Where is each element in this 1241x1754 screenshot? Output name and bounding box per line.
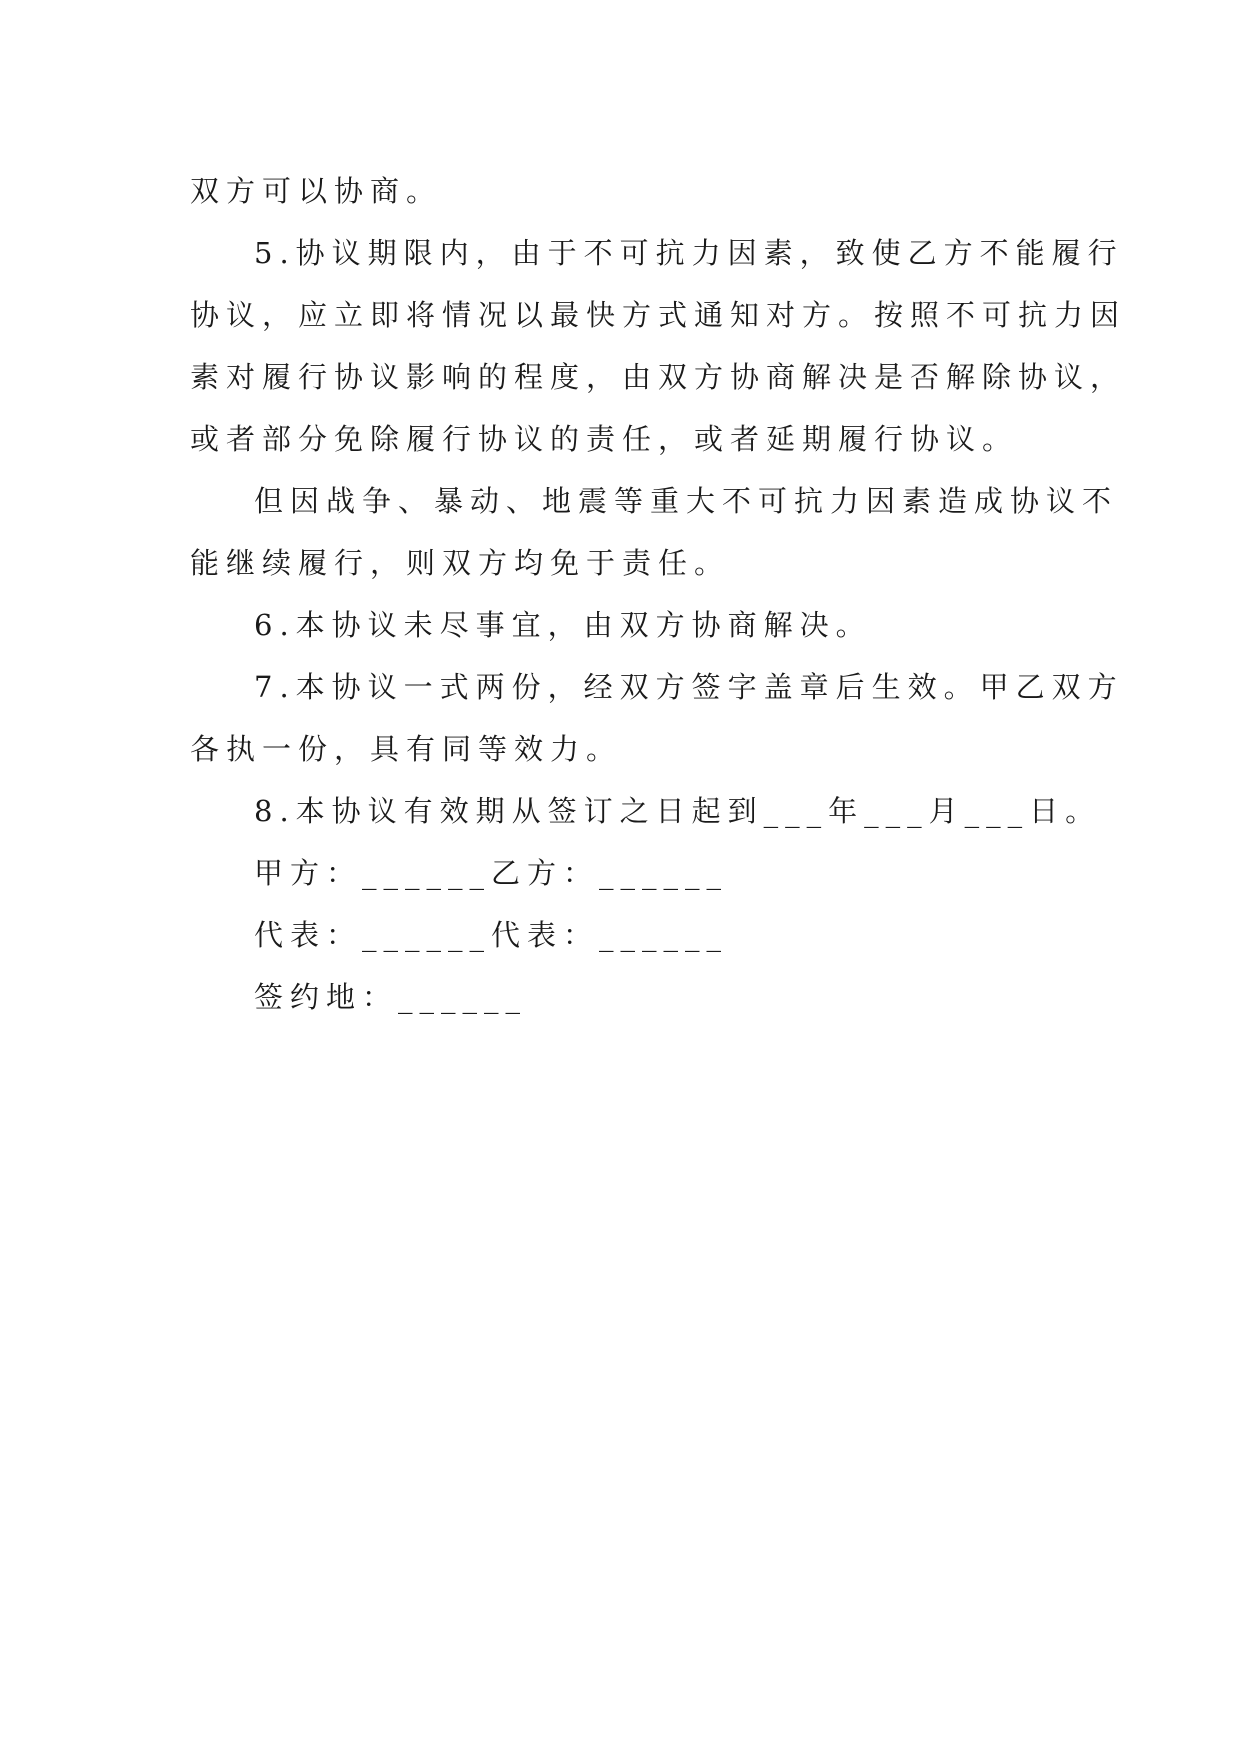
representative-signature-line: 代表：______代表：______ xyxy=(254,918,729,952)
clause-5-line-3: 素对履行协议影响的程度，由双方协商解决是否解除协议， xyxy=(190,360,1127,394)
clause-5-line-4: 或者部分免除履行协议的责任，或者延期履行协议。 xyxy=(190,422,1019,456)
paragraph-line-continuation: 双方可以协商。 xyxy=(190,174,443,208)
signing-place-line: 签约地：______ xyxy=(254,980,528,1014)
clause-5-line-2: 协议，应立即将情况以最快方式通知对方。按照不可抗力因 xyxy=(190,298,1127,332)
clause-8-line: 8.本协议有效期从签订之日起到___年___月___日。 xyxy=(254,794,1102,828)
clause-7-line-1: 7.本协议一式两份，经双方签字盖章后生效。甲乙双方 xyxy=(254,670,1124,704)
document-body xyxy=(190,160,1127,1028)
force-majeure-line-1: 但因战争、暴动、地震等重大不可抗力因素造成协议不 xyxy=(254,484,1119,518)
clause-6-line: 6.本协议未尽事宜，由双方协商解决。 xyxy=(254,608,872,642)
clause-7-line-2: 各执一份，具有同等效力。 xyxy=(190,732,623,766)
clause-5-line-1: 5.协议期限内，由于不可抗力因素，致使乙方不能履行 xyxy=(254,236,1124,270)
force-majeure-line-2: 能继续履行，则双方均免于责任。 xyxy=(190,546,731,580)
party-signature-line: 甲方：______乙方：______ xyxy=(254,856,729,890)
